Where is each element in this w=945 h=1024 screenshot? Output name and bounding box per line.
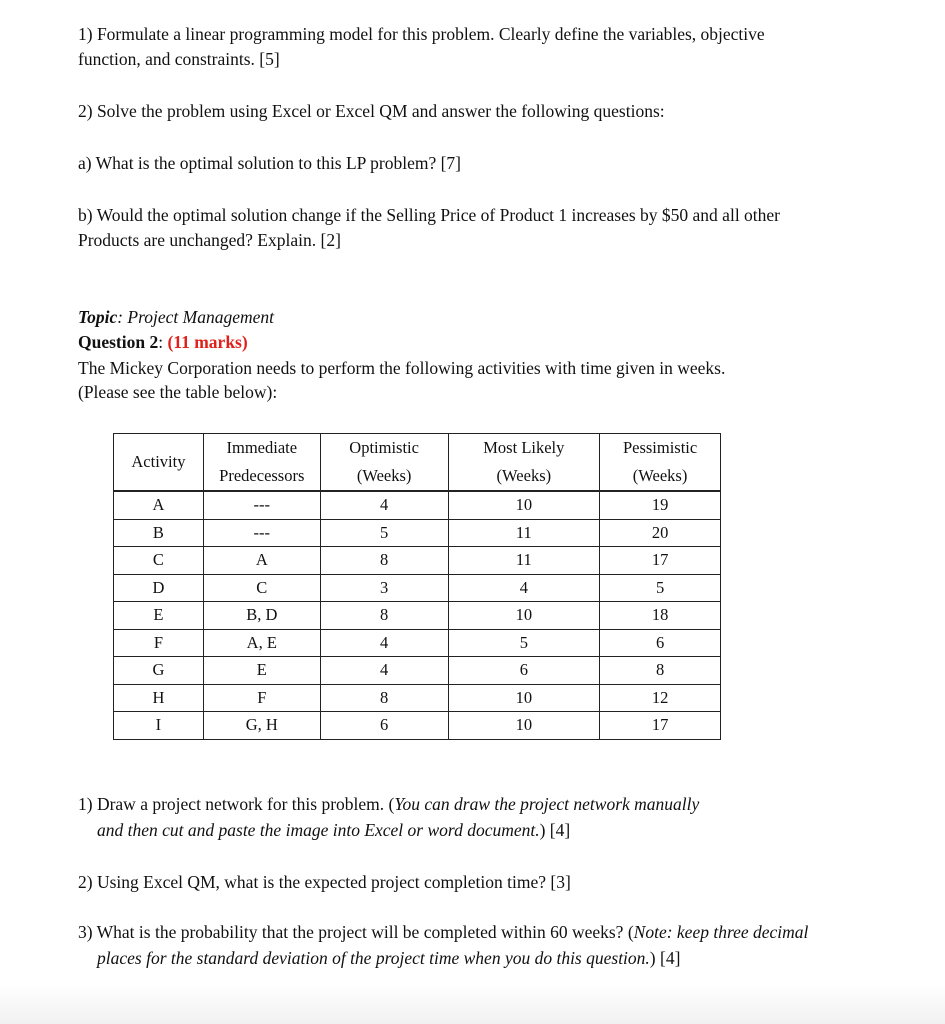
cell-optimistic: 8 bbox=[320, 602, 448, 630]
cell-optimistic: 4 bbox=[320, 657, 448, 685]
cell-most-likely: 6 bbox=[448, 657, 600, 685]
cell-optimistic: 8 bbox=[320, 684, 448, 712]
topic-label: Topic bbox=[78, 307, 118, 327]
followup-q3-italic1: Note: keep three decimal bbox=[633, 922, 809, 942]
cell-most-likely: 5 bbox=[448, 629, 600, 657]
lp-question-b-line2: Products are unchanged? Explain. [2] bbox=[78, 230, 341, 250]
cell-optimistic: 6 bbox=[320, 712, 448, 740]
cell-most-likely: 11 bbox=[448, 547, 600, 575]
intro-line2: (Please see the table below): bbox=[78, 382, 278, 402]
cell-activity: A bbox=[114, 491, 204, 519]
followup-q3-line1 bbox=[78, 920, 808, 944]
activities-table bbox=[113, 433, 721, 740]
cell-activity: I bbox=[114, 712, 204, 740]
cell-activity: E bbox=[114, 602, 204, 630]
topic-line bbox=[78, 305, 274, 329]
header-optimistic-top: Optimistic bbox=[320, 434, 448, 463]
table-row bbox=[114, 657, 721, 685]
lp-part2: 2) Solve the problem using Excel or Excel QM and answer the following questions: bbox=[78, 101, 665, 121]
followup-q3-line2 bbox=[97, 946, 680, 970]
cell-most-likely: 10 bbox=[448, 602, 600, 630]
cell-pessimistic: 8 bbox=[600, 657, 721, 685]
cell-pessimistic: 18 bbox=[600, 602, 721, 630]
question-label: Question 2 bbox=[78, 332, 159, 352]
question-colon: : bbox=[158, 332, 168, 352]
table-row bbox=[114, 491, 721, 519]
followup-q3-suffix: ) [4] bbox=[649, 948, 681, 968]
header-pessimistic-top: Pessimistic bbox=[600, 434, 721, 463]
cell-optimistic: 5 bbox=[320, 519, 448, 547]
question-marks: (11 marks) bbox=[167, 332, 248, 352]
cell-activity: C bbox=[114, 547, 204, 575]
cell-pessimistic: 17 bbox=[600, 712, 721, 740]
cell-most-likely: 4 bbox=[448, 574, 600, 602]
followup-q1-prefix: 1) Draw a project network for this problem. ( bbox=[78, 794, 395, 814]
cell-activity: B bbox=[114, 519, 204, 547]
cell-pessimistic: 17 bbox=[600, 547, 721, 575]
page-bottom-edge bbox=[0, 984, 945, 1024]
header-predecessors-bottom: Predecessors bbox=[203, 462, 320, 491]
topic-value: : Project Management bbox=[117, 307, 275, 327]
followup-q3-italic2: places for the standard deviation of the project time when you do this question. bbox=[97, 948, 650, 968]
header-most-likely-bottom: (Weeks) bbox=[448, 462, 600, 491]
cell-predecessors: C bbox=[203, 574, 320, 602]
followup-q2: 2) Using Excel QM, what is the expected project completion time? [3] bbox=[78, 872, 571, 892]
table-row bbox=[114, 519, 721, 547]
cell-most-likely: 10 bbox=[448, 491, 600, 519]
cell-pessimistic: 19 bbox=[600, 491, 721, 519]
lp-part1-line2: function, and constraints. [5] bbox=[78, 49, 280, 69]
header-optimistic-bottom: (Weeks) bbox=[320, 462, 448, 491]
cell-optimistic: 8 bbox=[320, 547, 448, 575]
cell-pessimistic: 5 bbox=[600, 574, 721, 602]
table-row bbox=[114, 629, 721, 657]
cell-activity: D bbox=[114, 574, 204, 602]
header-predecessors-top: Immediate bbox=[203, 434, 320, 463]
cell-activity: G bbox=[114, 657, 204, 685]
followup-q1-italic1: You can draw the project network manually bbox=[394, 794, 700, 814]
cell-predecessors: --- bbox=[203, 491, 320, 519]
table-row bbox=[114, 547, 721, 575]
cell-pessimistic: 6 bbox=[600, 629, 721, 657]
followup-q1-suffix: ) [4] bbox=[539, 820, 571, 840]
cell-predecessors: A bbox=[203, 547, 320, 575]
cell-optimistic: 4 bbox=[320, 629, 448, 657]
cell-predecessors: F bbox=[203, 684, 320, 712]
followup-q1-line2 bbox=[97, 818, 570, 842]
header-pessimistic-bottom: (Weeks) bbox=[600, 462, 721, 491]
cell-optimistic: 3 bbox=[320, 574, 448, 602]
table-row bbox=[114, 602, 721, 630]
cell-predecessors: A, E bbox=[203, 629, 320, 657]
cell-most-likely: 11 bbox=[448, 519, 600, 547]
cell-most-likely: 10 bbox=[448, 684, 600, 712]
cell-predecessors: E bbox=[203, 657, 320, 685]
table-row bbox=[114, 684, 721, 712]
followup-q3-prefix: 3) What is the probability that the project will be completed within 60 weeks? ( bbox=[78, 922, 634, 942]
cell-predecessors: G, H bbox=[203, 712, 320, 740]
cell-activity: F bbox=[114, 629, 204, 657]
cell-predecessors: B, D bbox=[203, 602, 320, 630]
header-most-likely-top: Most Likely bbox=[448, 434, 600, 463]
lp-question-a: a) What is the optimal solution to this LP problem? [7] bbox=[78, 153, 462, 173]
table-row bbox=[114, 712, 721, 740]
followup-q1-line1 bbox=[78, 792, 699, 816]
header-activity: Activity bbox=[114, 434, 204, 492]
question-heading bbox=[78, 330, 248, 354]
followup-q1-italic2: and then cut and paste the image into Excel or word document. bbox=[97, 820, 540, 840]
cell-pessimistic: 20 bbox=[600, 519, 721, 547]
lp-part1-line1: 1) Formulate a linear programming model for this problem. Clearly define the variables, objective bbox=[78, 24, 765, 44]
cell-activity: H bbox=[114, 684, 204, 712]
cell-pessimistic: 12 bbox=[600, 684, 721, 712]
intro-line1: The Mickey Corporation needs to perform the following activities with time given in weeks. bbox=[78, 358, 726, 378]
cell-optimistic: 4 bbox=[320, 491, 448, 519]
lp-question-b-line1: b) Would the optimal solution change if the Selling Price of Product 1 increases by $50 and all other bbox=[78, 205, 781, 225]
cell-predecessors: --- bbox=[203, 519, 320, 547]
table-row bbox=[114, 574, 721, 602]
cell-most-likely: 10 bbox=[448, 712, 600, 740]
